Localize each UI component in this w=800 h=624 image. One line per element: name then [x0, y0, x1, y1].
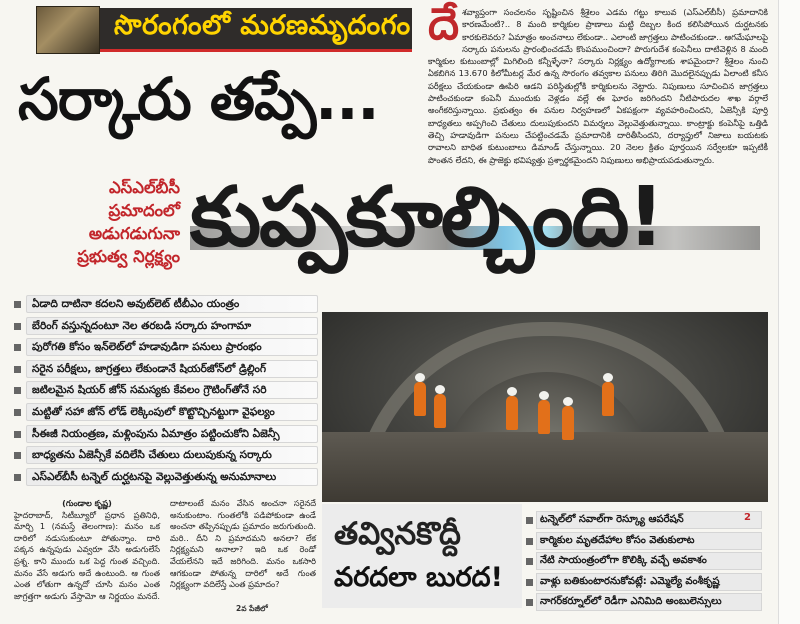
bullet-square-icon — [14, 387, 21, 394]
related-item[interactable]: నాగర్‌కర్నూల్‌లో రెడీగా ఎనిమిది అంబులెన్సులు — [526, 592, 774, 613]
bullet-square-icon — [14, 474, 21, 481]
dropcap-letter: దే — [428, 0, 460, 50]
bullet-item: పురోగతి కోసం ఇన్‌లెట్‌లో హడావుడిగా పనులు ప్రారంభం — [14, 337, 318, 359]
tunnel-debris-floor — [322, 432, 768, 502]
bullet-item: బేరింగ్ వస్తున్నదంటూ నెల తరబడి సర్కారు హంగామా — [14, 316, 318, 338]
bullet-square-icon — [526, 538, 533, 545]
bullet-list — [14, 294, 318, 488]
page-headline: సర్కారు తప్పే... — [18, 65, 379, 133]
related-stories — [526, 510, 774, 613]
bullet-item: సీఈజీ నియంత్రణ, మళ్లింపును ఏమాత్రం పట్టించుకోని ఏజెన్సీ — [14, 424, 318, 446]
bullet-square-icon — [14, 431, 21, 438]
bullet-square-icon — [526, 517, 533, 524]
rescue-worker — [434, 394, 446, 428]
bullet-item: బాధ్యతను ఏజెన్సీకే వదిలేసి చేతులు దులుపుకున్న సర్కారు — [14, 445, 318, 467]
rescue-worker — [562, 406, 574, 440]
bullet-item: జటిలమైన షియర్ జోన్ సమస్యకు కేవలం గ్రౌటింగ్‌తోనే సరి — [14, 380, 318, 402]
rescue-worker — [538, 400, 550, 434]
secondary-title-line2: వరదలా బురద! — [334, 562, 503, 593]
secondary-title-line1: తవ్వినకొద్దీ — [334, 516, 461, 552]
rescue-worker — [414, 382, 426, 416]
main-title-block — [190, 168, 768, 294]
rescue-worker — [602, 382, 614, 416]
bullet-item: ఎస్‌ఎల్‌బీసీ టన్నెల్ దుర్ఘటనపై వెల్లువెత్తుతున్న అనుమానాలు — [14, 467, 318, 489]
tunnel-rescue-photo — [322, 312, 768, 502]
section-tag-text: సొరంగంలో మరణమృదంగం — [114, 9, 411, 41]
bullet-square-icon — [14, 366, 21, 373]
page-ref: 2 — [744, 512, 751, 523]
byline: (గుండాల కృష్ణ) — [62, 498, 112, 508]
bullet-item: మట్టితో సహా జోన్ లోడ్ లెక్కింపులో కొట్టొచ్చినట్టుగా వైఫల్యం — [14, 402, 318, 424]
related-item[interactable]: కార్మికుల మృతదేహాల కోసం వెతుకులాట — [526, 531, 774, 552]
related-item[interactable]: నేటి సాయంత్రంలోగా కొలిక్కి వచ్చే అవకాశం — [526, 551, 774, 572]
related-item[interactable]: టన్నెల్‌లో సవాల్‌గా రెస్క్యూ ఆపరేషన్ 2 — [526, 510, 774, 531]
bullet-square-icon — [14, 452, 21, 459]
bullet-square-icon — [14, 323, 21, 330]
bullet-item: ఏడాది దాటినా కదలని అవుట్‌లెట్ టీబీఎం యంత్రం — [14, 294, 318, 316]
bullet-square-icon — [526, 558, 533, 565]
lead-article-text: శవ్యాప్తంగా సంచలనం సృష్టించిన శ్రీశైలం ఎడమ గట్టు కాలువ (ఎస్‌ఎల్‌బీసీ) ప్రమాదానికి కారణమేంటి?.. 8 మంది కార్మికుల ప్రాణాలు మట్టి దిబ్బల కింద కలిసిపోయిన దుర్ఘటనకు కారకులెవరు? ఏమాత్రం అంచనాలు లేకుండా.. ఎలాంటి జాగ్రత్తలు పాటించకుండా.. ఆగమేఘాలపై సర్కారు పనులను ప్రారంభించడమే కొంపముంచిందా? పొరుగుదేశ కంపెనీలు దాటివెళ్లిన 8 మంది కార్మికుల కుటుంబాల్లో మిగిలింది కన్నీళ్ళేనా? సర్కారు నిర్లక్ష్యం ఉద్యోగాలకు శాపమైందా? శ్రీశైలం నుంచి ఏకబిగిన 13.670 కిలోమీటర్ల మేర ఉన్న సొరంగం తవ్వకాల పనులు తిరిగి మొదలైనప్పుడు ఏలాంటి కనీస పరీక్షలు చేయకుండా ఊపిరి ఆడని పరిస్థితుల్లోకి కార్మికులను నెట్టారు. నిపుణులు సూచించిన జాగ్రత్తలు పాటించకుండా కంపెనీ ముందుకు వెళ్లడం వల్లే ఈ ఘోరం జరిగిందని నీటిపారుదల శాఖ వర్గాలే అంగీకరిస్తున్నాయి. ప్రభుత్వం ఈ పనుల నిర్వహణలో ఏకపక్షంగా వ్యవహరించిందని, ఏజెన్సీకి పూర్తి బాధ్యతలు అప్పగించి చేతులు దులుపుకుందని విమర్శలు వెల్లువెత్తుతున్నాయి. కాంట్రాక్టు కంపెనీపై ఒత్తిడి తెచ్చి హడావుడిగా పనులు చేపట్టించడమే ప్రమాదానికి దారితీసిందని, దర్యాప్తులో నిజాలు బయటకు రావాలని బాధిత కుటుంబాలు డిమాండ్ చేస్తున్నాయి. 20 నెలల క్రితం పూర్తయిన సర్వేలకూ ఇప్పటికీ పొంతన లేదని, ఈ ప్రాజెక్టు భవిష్యత్తు ప్రశ్నార్థకమైందని నిపుణులు అభిప్రాయపడుతున్నారు. — [428, 7, 768, 165]
bullet-square-icon — [14, 409, 21, 416]
bullet-square-icon — [14, 344, 21, 351]
main-title: కుప్పకూల్చింది! — [190, 170, 663, 265]
secondary-title-box — [322, 504, 522, 608]
rescue-worker — [506, 396, 518, 430]
lower-article-text: హైదరాబాద్, సిటీబ్యూరో ప్రధాన ప్రతినిధి, మార్చి 1 (నమస్తే తెలంగాణ): మనం ఒక దారిలో నడుసుకుంటూ పోతున్నాం. దారి పక్కన ఉన్నపుడు ఎవ్వరూ వేసి అడుగులేసే ప్రశ్న. కాని ముందు ఒక పెద్ద గుంత వచ్చింది. మనం వేసే అడుగు అదే ఉంటుంది. ఆ గుంత ఎంత లోతుగా ఉన్నదో చూసి మనం ఎంత జాగ్రత్తగా అడుగు వేస్తామో ఆ నిర్ణయం మనదే. దాటాలంటే మనం వేసిన అంచనా సరైనదే అనుకుంటాం. గుంతలోకి పడిపోకుండా ఉండే అంచనా తప్పినప్పుడు ప్రమాదం జరుగుతుంది. మరి.. దీని ని ప్రమాదమని అనలా? లేక నిర్లక్ష్యమని అనాలా? ఇది ఒక రెండో వేయలేనని ఇదే జరిగింది. మనం ఒకసారి ఆగకుండా పోతున్న దారిలో అదే గుంత నిర్లక్ష్యంగా వదిలేస్తే ఎంత ప్రమాదం? — [14, 498, 316, 601]
continued-link[interactable]: 2వ పేజీలో — [236, 604, 268, 613]
section-tag-banner — [100, 8, 412, 52]
adjacent-page-edge — [778, 0, 800, 624]
bullet-square-icon — [14, 301, 21, 308]
bullet-square-icon — [526, 579, 533, 586]
subhead: ఎస్‌ఎల్‌బీసీ ప్రమాదంలో అడుగడుగునా ప్రభుత్వ నిర్లక్ష్యం — [77, 178, 180, 266]
related-item[interactable]: వాళ్లు బతికుంటారనుకోవట్లే: ఎమ్మెల్యే వంశీకృష్ణ — [526, 572, 774, 593]
section-logo-image — [36, 6, 100, 54]
bullet-item: సరైన పరీక్షలు, జాగ్రత్తలు లేకుండానే షియర్‌జోన్‌లో డ్రిల్లింగ్ — [14, 359, 318, 381]
lower-article — [14, 498, 316, 618]
bullet-square-icon — [526, 599, 533, 606]
